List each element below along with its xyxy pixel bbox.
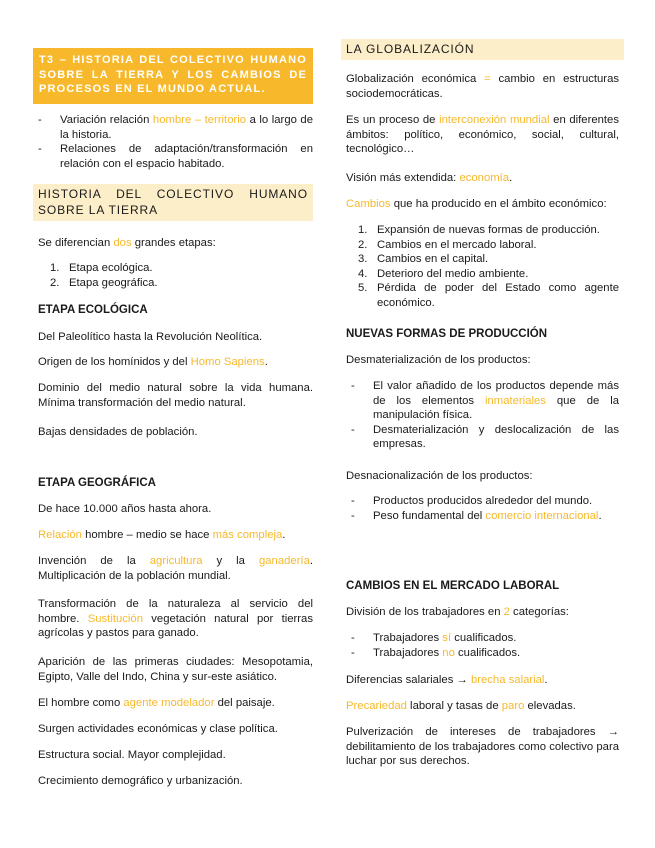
glob-paragraph: Globalización económica = cambio en estructuras sociodemocráticas. bbox=[346, 73, 620, 100]
desnacionalizacion-list bbox=[346, 494, 619, 523]
stages-list bbox=[38, 261, 313, 290]
list-item: 1. Etapa ecológica. bbox=[50, 262, 153, 274]
changes-list bbox=[346, 223, 619, 310]
intro-list bbox=[33, 113, 313, 171]
geo-paragraph: Estructura social. Mayor complejidad. bbox=[38, 749, 226, 761]
geo-paragraph: El hombre como agente modelador del paisaje. bbox=[38, 697, 275, 709]
geo-paragraph: De hace 10.000 años hasta ahora. bbox=[38, 503, 212, 515]
eco-paragraph: Dominio del medio natural sobre la vida humana. Mínima transformación del medio natural. bbox=[38, 382, 313, 409]
list-item: - Desmaterialización y deslocalización de las empresas. bbox=[346, 423, 619, 452]
geo-paragraph: Invención de la agricultura y la ganadería. Multiplicación de la población mundial. bbox=[38, 555, 313, 582]
heading-nuevas-formas: NUEVAS FORMAS DE PRODUCCIÓN bbox=[346, 328, 548, 340]
mercado-paragraph: Pulverización de intereses de trabajadores → debilitamiento de los trabajadores como colectivo para luchar por sus derechos. bbox=[346, 726, 619, 767]
eco-paragraph: Origen de los homínidos y del Homo Sapiens. bbox=[38, 356, 268, 368]
eco-paragraph: Del Paleolítico hasta la Revolución Neolítica. bbox=[38, 331, 263, 343]
list-item: 4. Deterioro del medio ambiente. bbox=[358, 267, 529, 280]
geo-paragraph: Relación hombre – medio se hace más compleja. bbox=[38, 529, 286, 541]
glob-paragraph: Visión más extendida: economía. bbox=[346, 172, 513, 184]
list-item: - Variación relación hombre – territorio a lo largo de la historia. bbox=[33, 113, 313, 142]
mercado-paragraph: División de los trabajadores en 2 categorías: bbox=[346, 606, 569, 618]
heading-etapa-ecologica: ETAPA ECOLÓGICA bbox=[38, 304, 148, 316]
geo-paragraph: Aparición de las primeras ciudades: Mesopotamia, Egipto, Valle del Indo, China y sur-este asiático. bbox=[38, 656, 313, 683]
geo-paragraph: Crecimiento demográfico y urbanización. bbox=[38, 775, 243, 787]
desmaterializacion-intro: Desmaterialización de los productos: bbox=[346, 354, 531, 366]
desmaterializacion-list bbox=[346, 379, 619, 452]
workers-list bbox=[346, 631, 619, 660]
mercado-paragraph: Diferencias salariales → brecha salarial. bbox=[346, 674, 548, 686]
page-title: T3 – HISTORIA DEL COLECTIVO HUMANO SOBRE LA TIERRA Y LOS CAMBIOS DE PROCESOS EN EL MUNDO ACTUAL. bbox=[33, 48, 313, 104]
heading-etapa-geografica: ETAPA GEOGRÁFICA bbox=[38, 477, 156, 489]
mercado-paragraph: Precariedad laboral y tasas de paro elevadas. bbox=[346, 700, 576, 712]
list-item: 2. Etapa geográfica. bbox=[50, 276, 158, 289]
glob-paragraph: Es un proceso de interconexión mundial en diferentes ámbitos: político, económico, social, cultural, tecnológico… bbox=[346, 114, 619, 155]
section-header-historia: HISTORIA DEL COLECTIVO HUMANO SOBRE LA TIERRA bbox=[33, 184, 313, 221]
list-item: - Trabajadores sí cualificados. bbox=[346, 631, 619, 646]
list-item: 1. Expansión de nuevas formas de producción. bbox=[358, 224, 600, 236]
eco-paragraph: Bajas densidades de población. bbox=[38, 426, 198, 438]
list-item: 5. Pérdida de poder del Estado como agente económico. bbox=[358, 282, 619, 309]
stages-intro: Se diferencian dos grandes etapas: bbox=[38, 237, 216, 249]
list-item: - Productos producidos alrededor del mundo. bbox=[346, 494, 619, 509]
list-item: 3. Cambios en el capital. bbox=[358, 253, 489, 265]
geo-paragraph: Surgen actividades económicas y clase política. bbox=[38, 723, 278, 735]
list-item: - Trabajadores no cualificados. bbox=[346, 646, 619, 661]
heading-mercado-laboral: CAMBIOS EN EL MERCADO LABORAL bbox=[346, 580, 560, 592]
geo-paragraph: Transformación de la naturaleza al servicio del hombre. Sustitución vegetación natural por tierras agrícolas y pastos para ganado. bbox=[38, 598, 313, 639]
list-item: 2. Cambios en el mercado laboral. bbox=[358, 238, 537, 251]
section-header-globalizacion: LA GLOBALIZACIÓN bbox=[341, 39, 624, 60]
list-item: - El valor añadido de los productos depende más de los elementos inmateriales que de la manipulación física. bbox=[346, 379, 619, 423]
glob-paragraph: Cambios que ha producido en el ámbito económico: bbox=[346, 198, 607, 210]
list-item: - Relaciones de adaptación/transformación en relación con el espacio habitado. bbox=[33, 142, 313, 171]
list-item: - Peso fundamental del comercio internacional. bbox=[346, 509, 619, 524]
desnacionalizacion-intro: Desnacionalización de los productos: bbox=[346, 470, 533, 482]
